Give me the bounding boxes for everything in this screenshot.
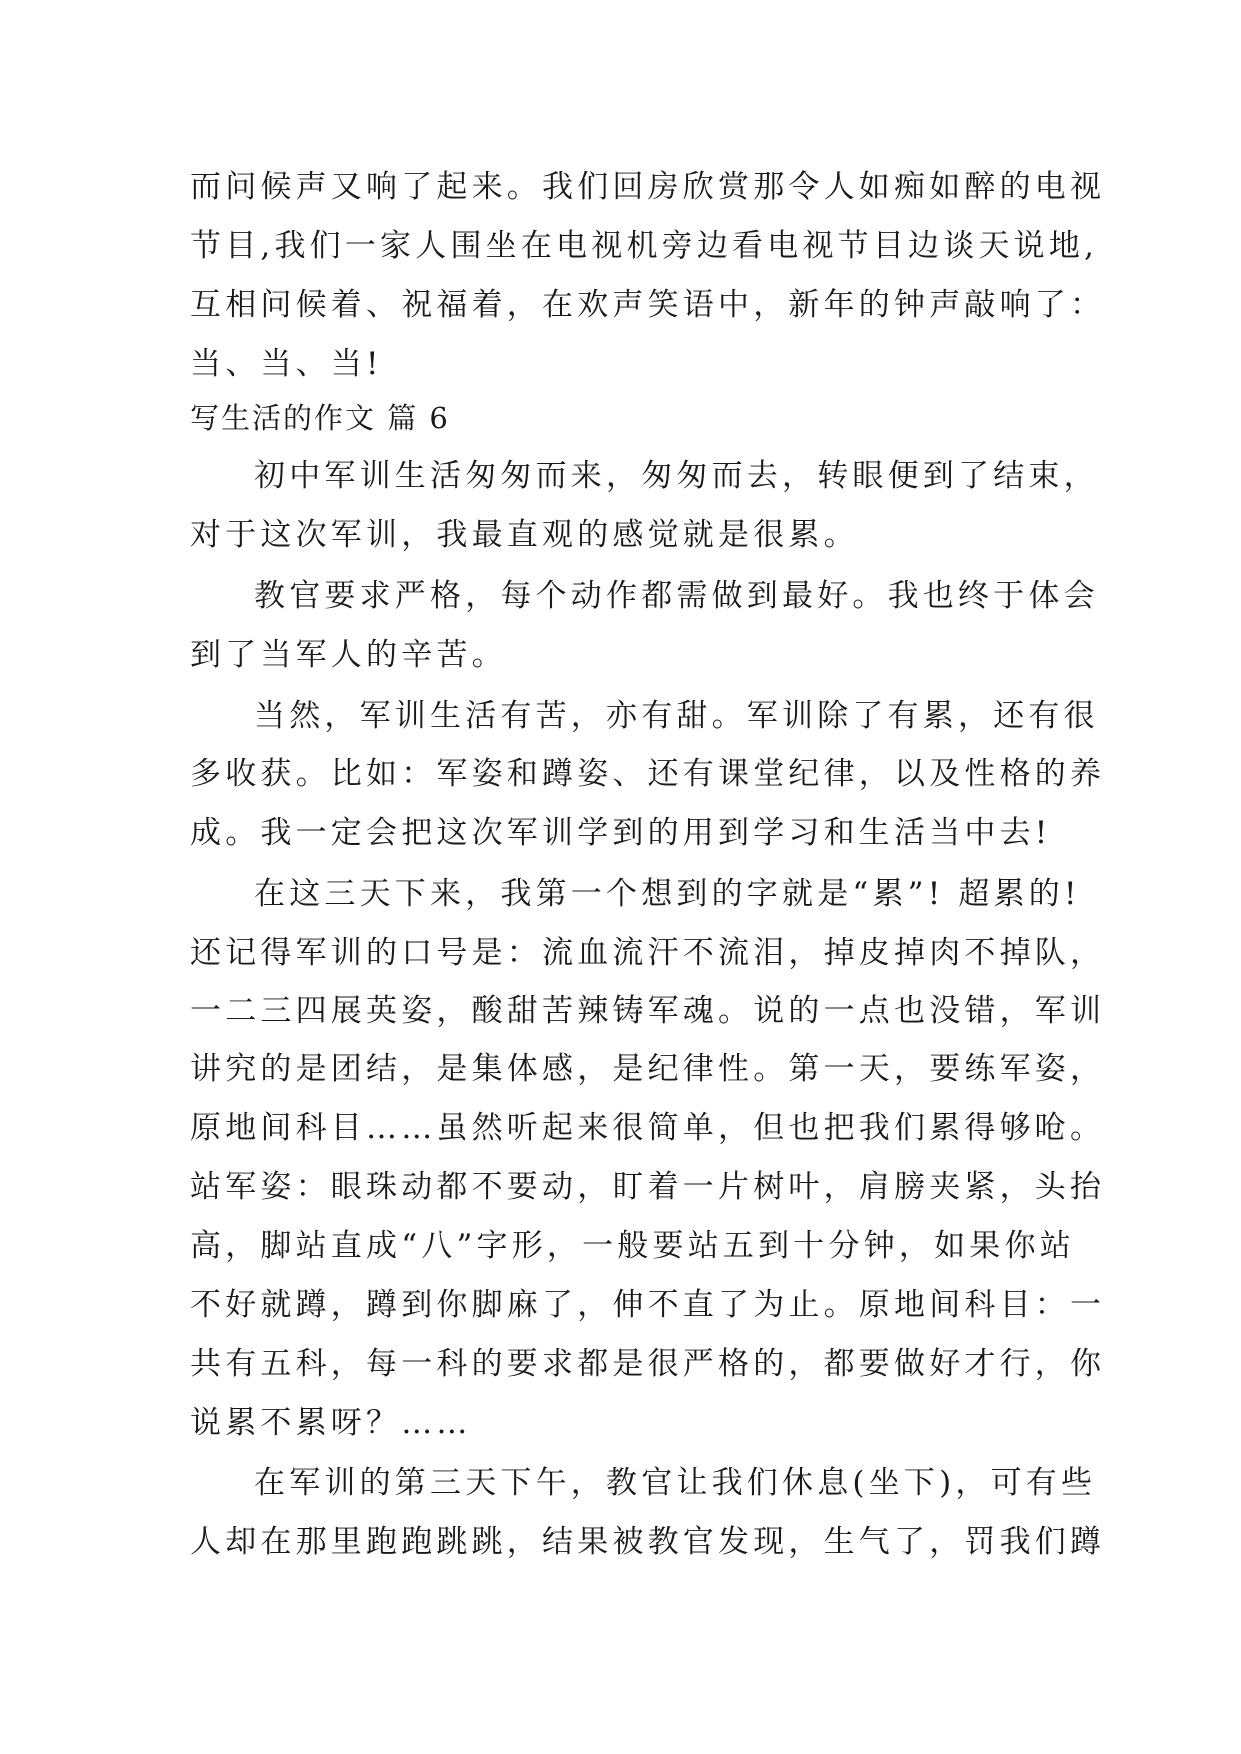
paragraph-4-line-3: 一二三四展英姿，酸甜苦辣铸军魂。说的一点也没错，军训	[190, 993, 1106, 1029]
paragraph-3-line-3: 成。我一定会把这次军训学到的用到学习和生活当中去!	[190, 815, 1052, 851]
paragraph-4-line-8: 不好就蹲，蹲到你脚麻了，伸不直了为止。原地间科目：一	[190, 1287, 1106, 1323]
paragraph-4-line-1: 在这三天下来，我第一个想到的字就是“累”! 超累的!	[254, 876, 1081, 912]
text-line-1: 而问候声又响了起来。我们回房欣赏那令人如痴如醉的电视	[190, 169, 1106, 205]
paragraph-4-line-10: 说累不累呀？……	[190, 1405, 472, 1441]
section-heading: 写生活的作文 篇 6	[190, 401, 450, 435]
text-line-4: 当、当、当!	[190, 346, 383, 382]
paragraph-3-line-1: 当然，军训生活有苦，亦有甜。军训除了有累，还有很	[254, 698, 1099, 734]
text-line-3: 互相问候着、祝福着，在欢声笑语中，新年的钟声敲响了：	[190, 287, 1106, 323]
paragraph-4-line-2: 还记得军训的口号是：流血流汗不流泪，掉皮掉肉不掉队，	[190, 935, 1106, 971]
paragraph-2-line-2: 到了当军人的辛苦。	[190, 637, 507, 673]
paragraph-4-line-6: 站军姿：眼珠动都不要动，盯着一片树叶，肩膀夹紧，头抬	[190, 1169, 1106, 1205]
paragraph-5-line-1: 在军训的第三天下午，教官让我们休息(坐下)，可有些	[254, 1465, 1097, 1501]
paragraph-4-line-4: 讲究的是团结，是集体感，是纪律性。第一天，要练军姿，	[190, 1051, 1106, 1087]
paragraph-4-line-7: 高，脚站直成“八”字形，一般要站五到十分钟，如果你站	[190, 1228, 1075, 1264]
text-line-2: 节目,我们一家人围坐在电视机旁边看电视节目边谈天说地,	[190, 228, 1099, 264]
paragraph-2-line-1: 教官要求严格，每个动作都需做到最好。我也终于体会	[254, 578, 1099, 614]
paragraph-1-line-2: 对于这次军训，我最直观的感觉就是很累。	[190, 517, 859, 553]
paragraph-5-line-2: 人却在那里跑跑跳跳，结果被教官发现，生气了，罚我们蹲	[190, 1524, 1106, 1560]
paragraph-3-line-2: 多收获。比如：军姿和蹲姿、还有课堂纪律，以及性格的养	[190, 756, 1106, 792]
paragraph-4-line-9: 共有五科，每一科的要求都是很严格的，都要做好才行，你	[190, 1346, 1106, 1382]
paragraph-4-line-5: 原地间科目……虽然听起来很简单，但也把我们累得够呛。	[190, 1110, 1106, 1146]
paragraph-1-line-1: 初中军训生活匆匆而来，匆匆而去，转眼便到了结束，	[254, 458, 1099, 494]
